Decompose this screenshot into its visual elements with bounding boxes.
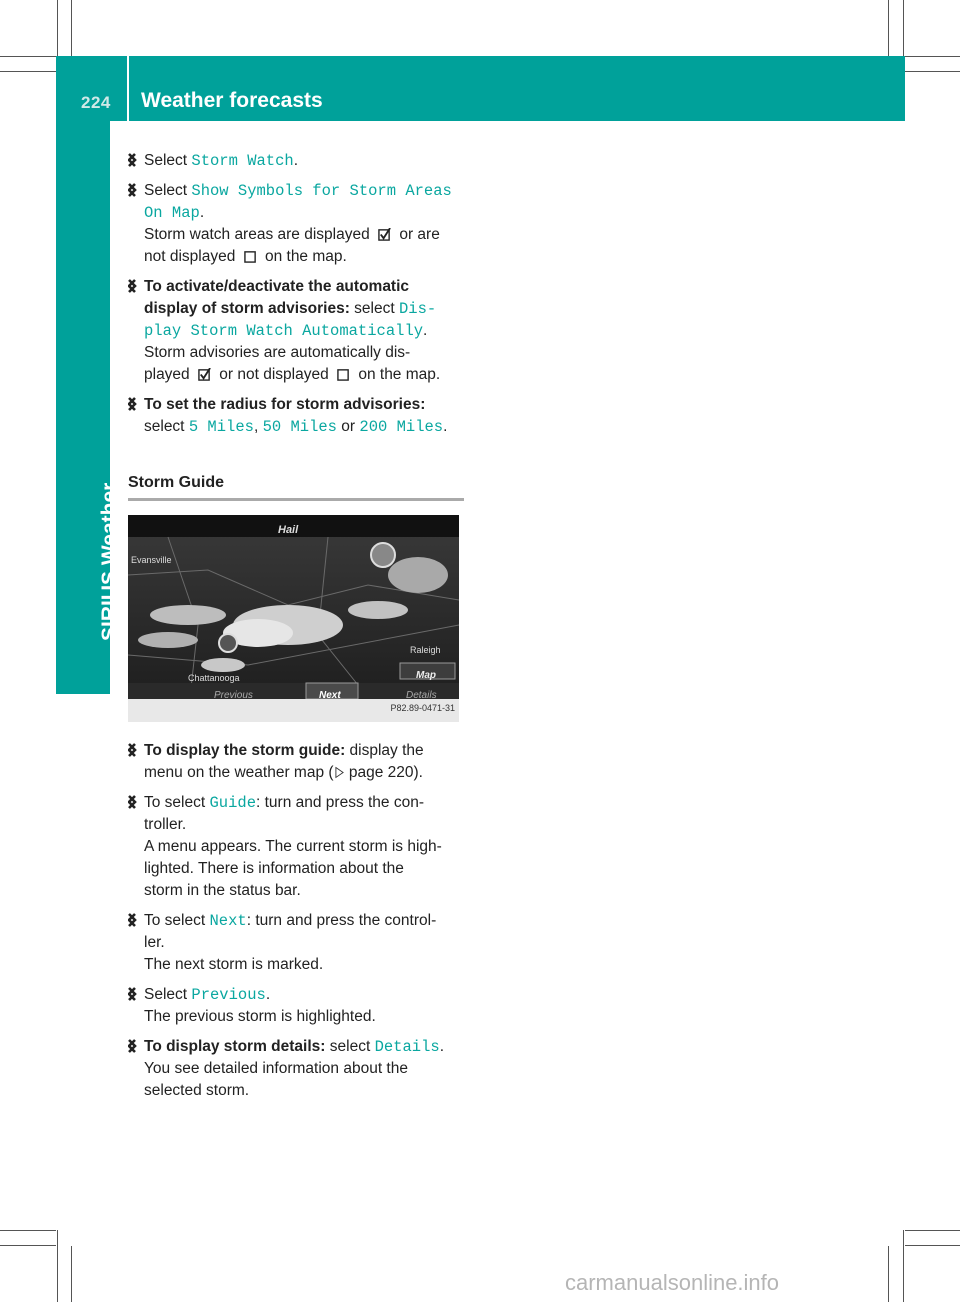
crop-mark — [888, 1246, 889, 1302]
step-arrow-icon — [128, 743, 140, 757]
text-line — [144, 932, 464, 954]
text-line — [144, 320, 464, 342]
crop-mark — [71, 0, 72, 56]
text-line — [144, 858, 464, 880]
previous-button[interactable]: Previous — [214, 690, 253, 701]
text-line — [144, 1058, 464, 1080]
text-line — [144, 1080, 464, 1102]
text-line — [144, 224, 464, 246]
step-heading: display of storm advisories: — [144, 300, 350, 317]
step-arrow-icon — [128, 987, 140, 1001]
text-line — [144, 246, 464, 268]
step-text: display the — [345, 742, 424, 759]
step-text: selected storm. — [144, 1082, 250, 1099]
step-text: storm in the status bar. — [144, 882, 301, 899]
menu-item-reference: 200 Miles — [359, 418, 444, 436]
step-text: The next storm is marked. — [144, 956, 324, 973]
crop-mark — [0, 1245, 56, 1246]
step-text: , — [253, 418, 263, 435]
text-line — [144, 150, 464, 172]
chapter-label: SIRIUS Weather — [98, 482, 121, 641]
page-number: 224 — [81, 93, 111, 112]
instruction-step — [128, 180, 464, 268]
text-line — [144, 792, 464, 814]
map-button[interactable]: Map — [416, 670, 436, 681]
crop-mark — [888, 0, 889, 56]
step-heading: To set the radius for storm advisories: — [144, 396, 426, 413]
menu-item-reference: Dis‐ — [398, 300, 437, 318]
step-text: ler. — [144, 934, 165, 951]
page-header — [56, 56, 905, 121]
instruction-list-top — [128, 150, 464, 438]
next-button[interactable]: Next — [319, 690, 341, 701]
step-text: menu on the weather map ( — [144, 764, 334, 781]
figure-caption: P82.89-0471-31 — [390, 703, 455, 713]
crop-mark — [903, 0, 904, 56]
menu-item-reference: Storm Watch — [191, 152, 294, 170]
step-text: To select — [144, 912, 210, 929]
step-text: select — [349, 300, 399, 317]
instruction-list-bottom — [128, 740, 464, 1102]
text-line — [144, 364, 464, 386]
step-text: page 220). — [344, 764, 423, 781]
step-arrow-icon — [128, 795, 140, 809]
step-text: select — [325, 1038, 375, 1055]
storm-guide-screenshot — [128, 515, 459, 722]
step-arrow-icon — [128, 913, 140, 927]
crop-mark — [71, 1246, 72, 1302]
crop-mark — [57, 0, 58, 56]
step-text: Select — [144, 152, 192, 169]
map-city-label: Evansville — [131, 555, 172, 565]
empty-box-icon — [244, 250, 257, 263]
empty-box-icon — [337, 368, 350, 381]
step-text: Select — [144, 986, 192, 1003]
crop-mark — [905, 1245, 960, 1246]
step-text: on the map. — [260, 248, 347, 265]
step-text: . — [199, 204, 205, 221]
menu-item-reference: Previous — [191, 986, 266, 1004]
header-divider — [127, 56, 129, 121]
page-reference-icon — [335, 766, 344, 779]
menu-item-reference: Next — [209, 912, 247, 930]
details-button[interactable]: Details — [406, 690, 437, 701]
crop-mark — [905, 1230, 960, 1231]
section-title: Storm Guide — [128, 472, 464, 501]
text-line — [144, 984, 464, 1006]
map-top-label: Hail — [278, 524, 299, 536]
text-line — [144, 814, 464, 836]
step-text: You see detailed information about the — [144, 1060, 408, 1077]
crop-mark — [0, 1230, 56, 1231]
text-line — [144, 880, 464, 902]
crop-mark — [0, 56, 56, 57]
step-arrow-icon — [128, 183, 140, 197]
text-line — [144, 910, 464, 932]
instruction-step — [128, 910, 464, 976]
text-line — [144, 416, 464, 438]
crop-mark — [57, 1230, 58, 1302]
crop-mark — [905, 56, 960, 57]
text-line — [144, 740, 464, 762]
step-arrow-icon — [128, 1039, 140, 1053]
step-heading: To display the storm guide: — [144, 742, 346, 759]
instruction-step — [128, 740, 464, 784]
instruction-step — [128, 1036, 464, 1102]
menu-item-reference: play Storm Watch Automatically — [144, 322, 424, 340]
step-text: Storm advisories are automatically dis- — [144, 344, 411, 361]
crop-mark — [903, 1230, 904, 1302]
text-line — [144, 298, 464, 320]
step-arrow-icon — [128, 153, 140, 167]
step-text: The previous storm is highlighted. — [144, 1008, 376, 1025]
text-line — [144, 276, 464, 298]
watermark: carmanualsonline.info — [565, 1270, 780, 1295]
crop-mark — [0, 71, 56, 72]
menu-item-reference: Show Symbols for Storm Areas — [191, 182, 452, 200]
menu-item-reference: 50 Miles — [262, 418, 337, 436]
step-text: troller. — [144, 816, 187, 833]
step-text: Select — [144, 182, 192, 199]
map-city-label: Chattanooga — [188, 673, 240, 683]
instruction-step — [128, 984, 464, 1028]
step-text: or — [336, 418, 360, 435]
checked-box-icon — [378, 228, 391, 241]
text-line — [144, 342, 464, 364]
map-city-label: Raleigh — [410, 645, 441, 655]
step-text: . — [439, 1038, 444, 1055]
menu-item-reference: On Map — [144, 204, 200, 222]
step-text: played — [144, 366, 194, 383]
step-text: : turn and press the con- — [256, 794, 425, 811]
step-text: or not displayed — [214, 366, 334, 383]
text-line — [144, 1036, 464, 1058]
page-title: Weather forecasts — [141, 89, 323, 112]
instruction-step — [128, 150, 464, 172]
step-text: Storm watch areas are displayed — [144, 226, 375, 243]
text-line — [144, 954, 464, 976]
step-text: or are — [395, 226, 440, 243]
instruction-step — [128, 394, 464, 438]
step-heading: To activate/deactivate the automatic — [144, 278, 410, 295]
step-text: lighted. There is information about the — [144, 860, 404, 877]
menu-item-reference: Details — [374, 1038, 440, 1056]
step-arrow-icon — [128, 279, 140, 293]
menu-item-reference: Guide — [209, 794, 256, 812]
checked-box-icon — [198, 368, 211, 381]
step-text: select — [144, 418, 189, 435]
text-line — [144, 202, 464, 224]
step-text: not displayed — [144, 248, 240, 265]
step-text: A menu appears. The current storm is high- — [144, 838, 442, 855]
step-heading: To display storm details: — [144, 1038, 326, 1055]
step-arrow-icon — [128, 397, 140, 411]
page-content — [128, 150, 464, 1110]
step-text: . — [423, 322, 428, 339]
text-line — [144, 180, 464, 202]
text-line — [144, 836, 464, 858]
instruction-step — [128, 792, 464, 902]
text-line — [144, 1006, 464, 1028]
step-text: . — [443, 418, 448, 435]
step-text: on the map. — [354, 366, 441, 383]
step-text: . — [293, 152, 299, 169]
step-text: To select — [144, 794, 210, 811]
step-text: : turn and press the control- — [246, 912, 437, 929]
crop-mark — [905, 71, 960, 72]
text-line — [144, 394, 464, 416]
instruction-step — [128, 276, 464, 386]
step-text: . — [265, 986, 271, 1003]
menu-item-reference: 5 Miles — [188, 418, 254, 436]
text-line — [144, 762, 464, 784]
